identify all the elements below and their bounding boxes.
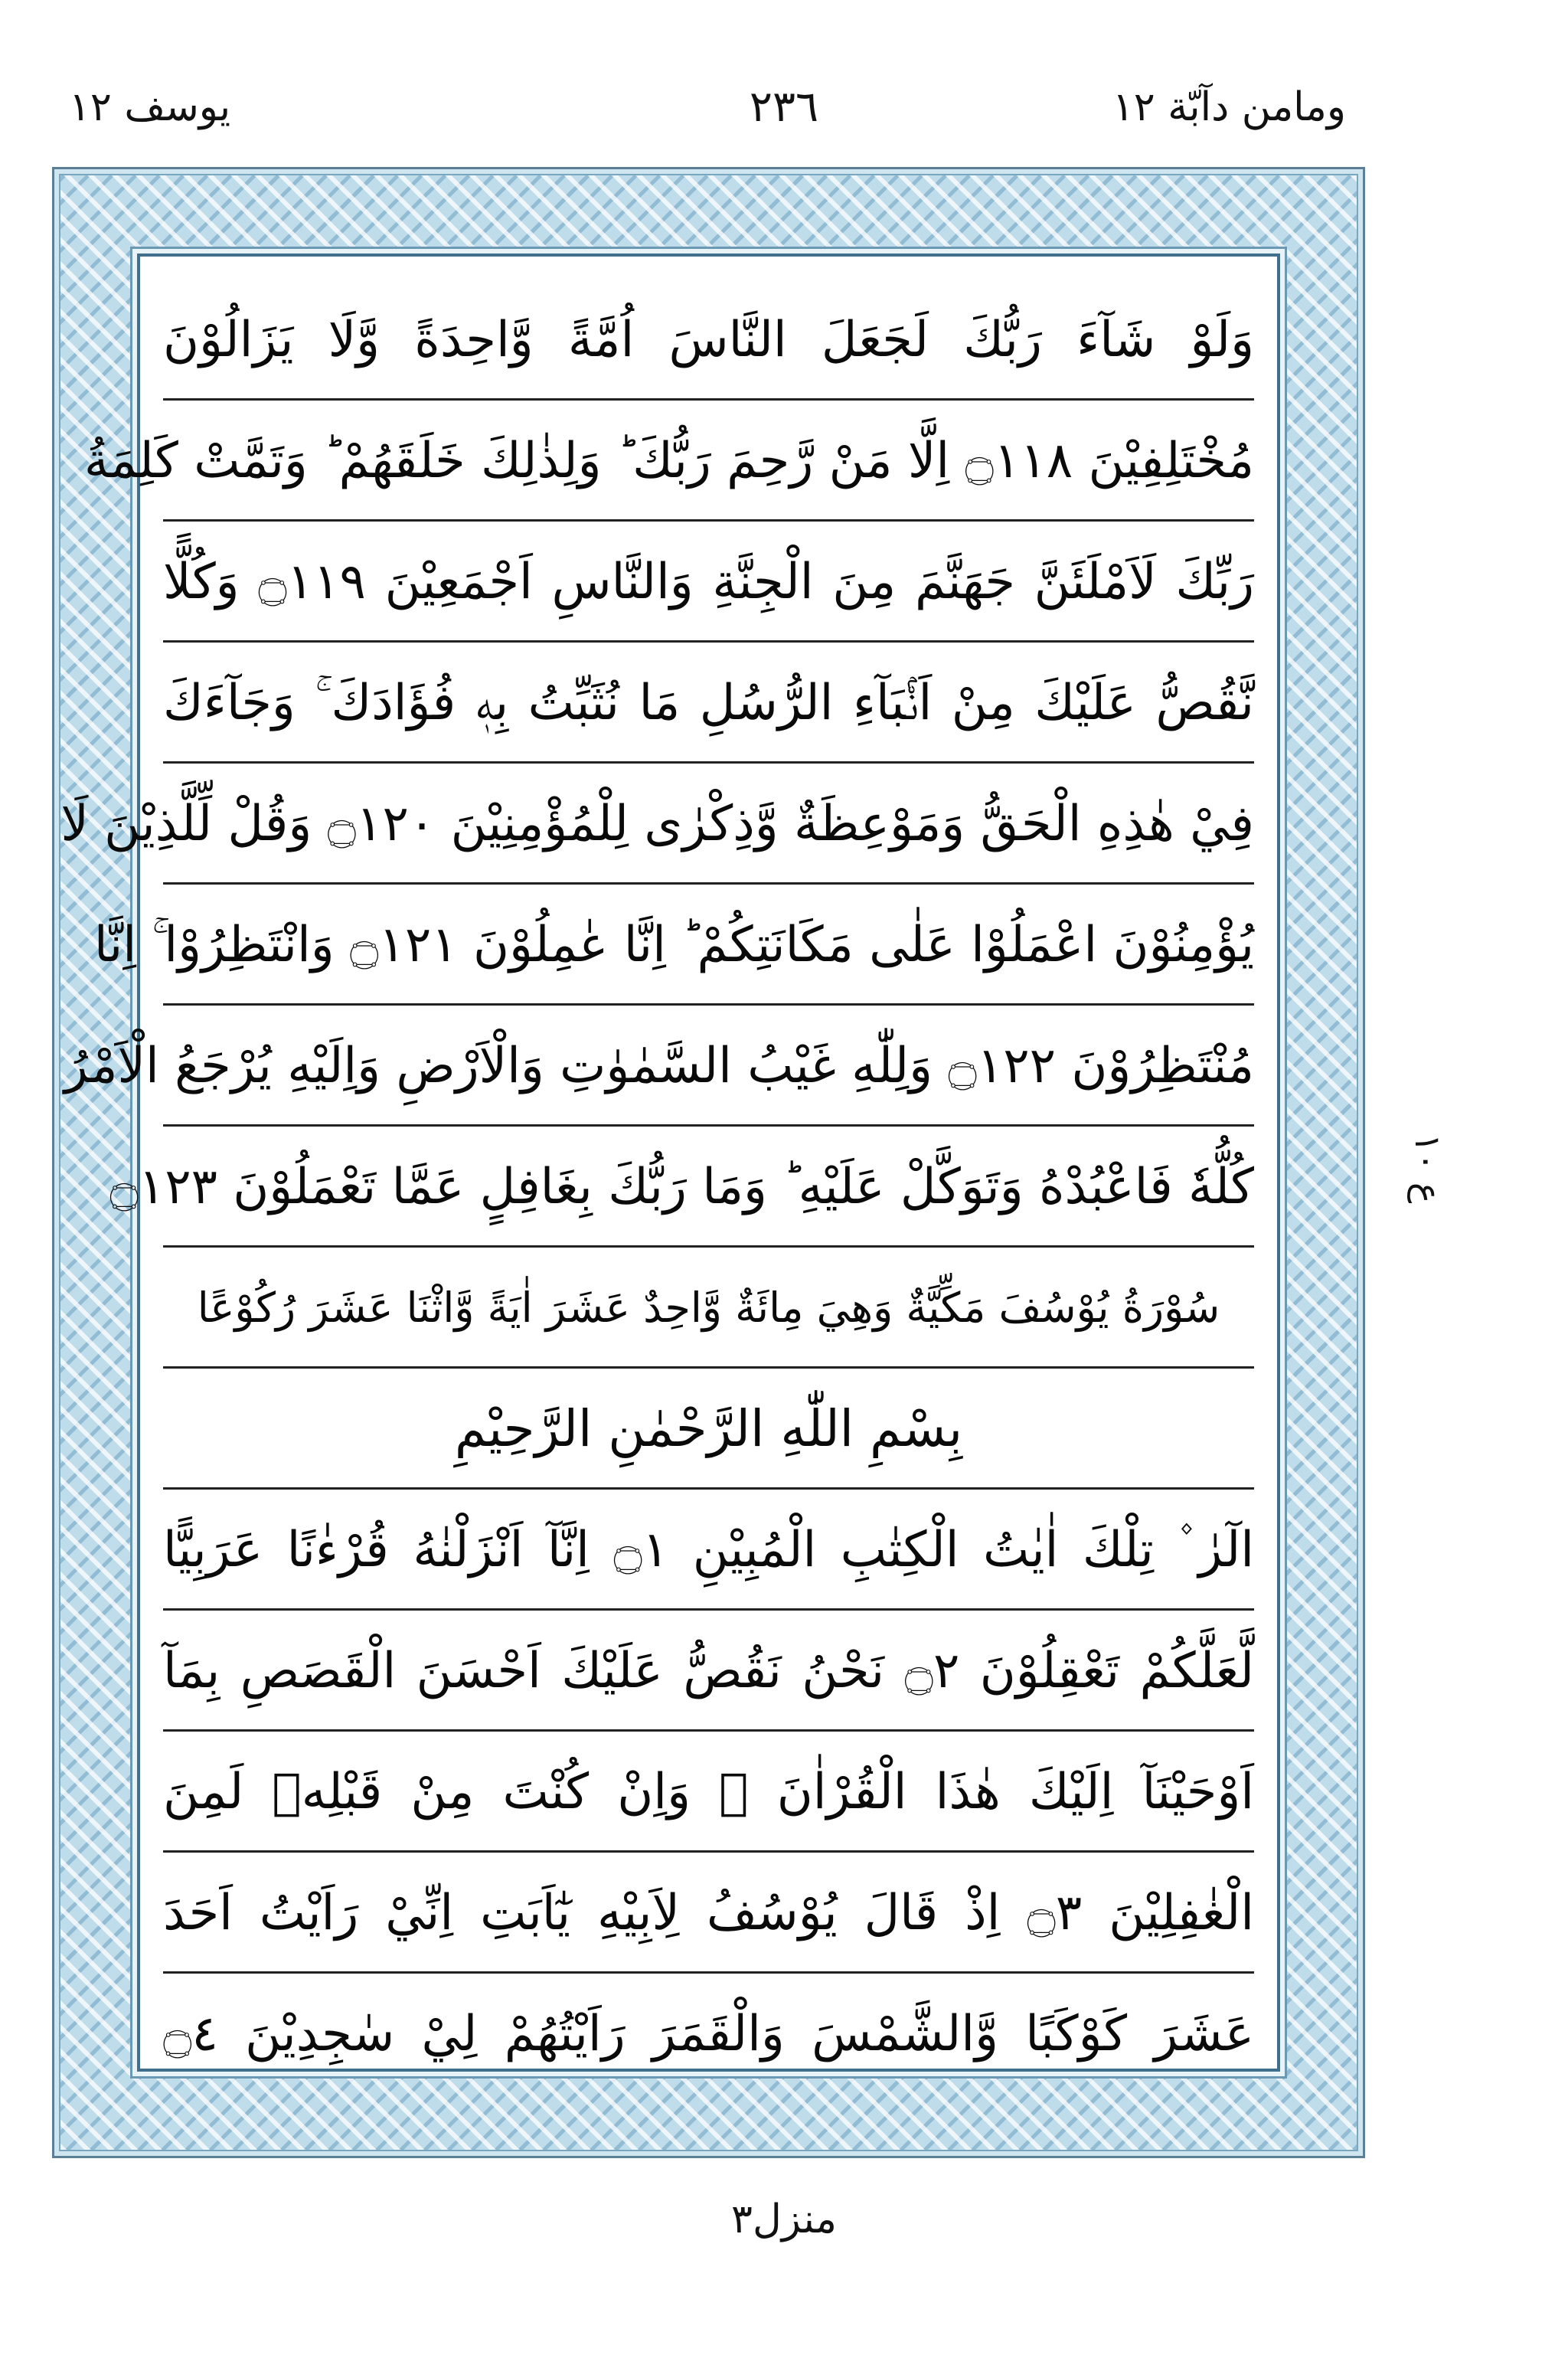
juz-name-header: ومامن دآبّة ١٢ [1112,84,1346,130]
verse-line-11: الٓرٰ ۫ تِلْكَ اٰيٰتُ الْكِتٰبِ الْمُبِيْنِ ۝١ اِنَّآ اَنْزَلْنٰهُ قُرْءٰنًا عَرَبِيًّا [163,1490,1254,1611]
verse-line-14: الْغٰفِلِيْنَ ۝٣ اِذْ قَالَ يُوْسُفُ لِاَبِيْهِ يٰٓاَبَتِ اِنِّيْ رَاَيْتُ اَحَدَ [163,1853,1254,1974]
verse-line-4: نَّقُصُّ عَلَيْكَ مِنْ اَنْۢبَآءِ الرُّسُلِ مَا نُثَبِّتُ بِهٖ فُؤَادَكَ ۚ وَجَآءَكَ [163,643,1254,764]
verse-line-3: رَبِّكَ لَاَمْلَئَنَّ جَهَنَّمَ مِنَ الْجِنَّةِ وَالنَّاسِ اَجْمَعِيْنَ ۝١١٩ وَكُلًّا [163,522,1254,643]
verse-line-12: لَّعَلَّكُمْ تَعْقِلُوْنَ ۝٢ نَحْنُ نَقُصُّ عَلَيْكَ اَحْسَنَ الْقَصَصِ بِمَآ [163,1611,1254,1732]
ruku-marker: ع ١٠ [1407,1133,1449,1204]
verse-line-6: يُؤْمِنُوْنَ اعْمَلُوْا عَلٰى مَكَانَتِكُمْ ؕ اِنَّا عٰمِلُوْنَ ۝١٢١ وَانْتَظِرُوْا ۚ اِنَّا [163,885,1254,1006]
surah-heading: سُوْرَةُ يُوْسُفَ مَكِّيَّةٌ وَهِيَ مِائَةٌ وَّاحِدٌ عَشَرَ اٰيَةً وَّاثْنَا عَشَرَ رُكُوْعًا [163,1248,1254,1369]
verse-line-13: اَوْحَيْنَآ اِلَيْكَ هٰذَا الْقُرْاٰنَ ۖ وَاِنْ كُنْتَ مِنْ قَبْلِهٖ لَمِنَ [163,1732,1254,1853]
verse-line-2: مُخْتَلِفِيْنَ ۝١١٨ اِلَّا مَنْ رَّحِمَ رَبُّكَ ؕ وَلِذٰلِكَ خَلَقَهُمْ ؕ وَتَمَّتْ كَلِمَةُ [163,401,1254,522]
verse-line-1: وَلَوْ شَآءَ رَبُّكَ لَجَعَلَ النَّاسَ اُمَّةً وَّاحِدَةً وَّلَا يَزَالُوْنَ [163,280,1254,401]
decorative-border-frame [52,167,1365,2158]
manzil-footer: منزل٣ [731,2196,837,2242]
page-header [0,0,1568,161]
verse-lines [60,257,1277,2069]
surah-name-header: يوسف ١٢ [69,84,231,130]
text-panel [60,253,1280,2072]
bismillah: بِسْمِ اللّٰهِ الرَّحْمٰنِ الرَّحِيْمِ [163,1369,1254,1490]
verse-line-15: عَشَرَ كَوْكَبًا وَّالشَّمْسَ وَالْقَمَرَ رَاَيْتُهُمْ لِيْ سٰجِدِيْنَ ۝٤ [163,2006,1254,2062]
verse-line-8: كُلُّهٗ فَاعْبُدْهُ وَتَوَكَّلْ عَلَيْهِ ؕ وَمَا رَبُّكَ بِغَافِلٍ عَمَّا تَعْمَلُوْنَ ۝١٢٣ [163,1127,1254,1248]
page-number: ٢٣٦ [749,82,819,132]
verse-line-7: مُنْتَظِرُوْنَ ۝١٢٢ وَلِلّٰهِ غَيْبُ السَّمٰوٰتِ وَالْاَرْضِ وَاِلَيْهِ يُرْجَعُ الْاَمْرُ [163,1006,1254,1127]
verse-line-5: فِيْ هٰذِهِ الْحَقُّ وَمَوْعِظَةٌ وَّذِكْرٰى لِلْمُؤْمِنِيْنَ ۝١٢٠ وَقُلْ لِّلَّذِيْنَ لَا [163,764,1254,885]
